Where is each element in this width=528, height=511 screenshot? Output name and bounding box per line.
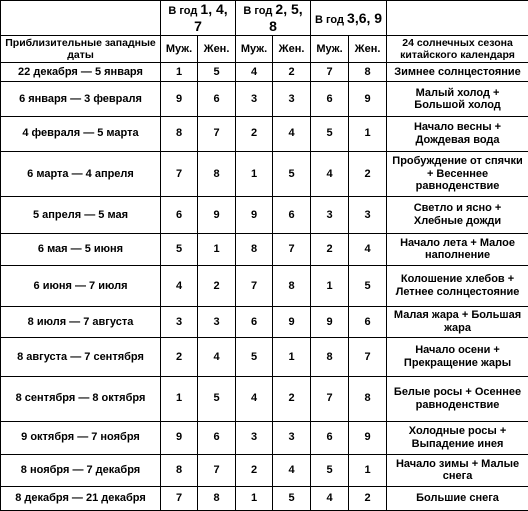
row-date: 8 августа — 7 сентября	[1, 338, 161, 377]
corner-blank	[1, 1, 161, 36]
table-row	[1, 306, 528, 337]
column-header-row	[1, 35, 528, 62]
row-value: 7	[236, 266, 273, 307]
row-value: 5	[198, 63, 236, 82]
table-row	[1, 197, 528, 234]
row-solar-term: Малый холод + Большой холод	[387, 82, 528, 117]
header-female-1: Жен.	[198, 35, 236, 62]
row-value: 4	[198, 338, 236, 377]
row-solar-term: Малая жара + Большая жара	[387, 306, 528, 337]
year-group-1	[161, 1, 236, 36]
row-value: 9	[311, 306, 349, 337]
row-date: 4 февраля — 5 марта	[1, 117, 161, 152]
row-value: 8	[349, 63, 387, 82]
row-solar-term: Холодные росы + Выпадение инея	[387, 421, 528, 455]
row-solar-term: Колошение хлебов + Летнее солнцестояние	[387, 266, 528, 307]
row-value: 2	[161, 338, 198, 377]
row-date: 6 июня — 7 июля	[1, 266, 161, 307]
row-date: 6 января — 3 февраля	[1, 82, 161, 117]
header-terms: 24 солнечных сезона китайского календаря	[387, 35, 528, 62]
row-solar-term: Начало весны + Дождевая вода	[387, 117, 528, 152]
table-row	[1, 266, 528, 307]
table-row	[1, 338, 528, 377]
row-value: 8	[198, 486, 236, 510]
row-value: 2	[273, 376, 311, 421]
row-solar-term: Большие снега	[387, 486, 528, 510]
row-value: 2	[349, 486, 387, 510]
row-value: 2	[198, 266, 236, 307]
row-value: 4	[273, 455, 311, 486]
row-date: 8 декабря — 21 декабря	[1, 486, 161, 510]
row-value: 5	[198, 376, 236, 421]
row-date: 5 апреля — 5 мая	[1, 197, 161, 234]
row-value: 7	[198, 455, 236, 486]
row-solar-term: Белые росы + Осеннее равноденствие	[387, 376, 528, 421]
row-value: 1	[198, 233, 236, 265]
row-value: 1	[311, 266, 349, 307]
year-group-row	[1, 1, 528, 36]
row-value: 7	[161, 486, 198, 510]
row-value: 8	[161, 117, 198, 152]
row-value: 4	[349, 233, 387, 265]
table-row	[1, 455, 528, 486]
row-value: 9	[349, 421, 387, 455]
row-value: 9	[236, 197, 273, 234]
row-date: 22 декабря — 5 января	[1, 63, 161, 82]
row-value: 9	[349, 82, 387, 117]
row-value: 1	[273, 338, 311, 377]
corner-blank-right	[387, 1, 528, 36]
header-female-2: Жен.	[273, 35, 311, 62]
table-row	[1, 117, 528, 152]
row-value: 1	[349, 455, 387, 486]
row-value: 3	[349, 197, 387, 234]
row-value: 5	[236, 338, 273, 377]
year-group-1-prefix: В год	[168, 5, 201, 18]
row-value: 6	[311, 421, 349, 455]
table-row	[1, 421, 528, 455]
row-value: 2	[311, 233, 349, 265]
row-value: 6	[273, 197, 311, 234]
row-solar-term: Светло и ясно + Хлебные дожди	[387, 197, 528, 234]
row-value: 8	[161, 455, 198, 486]
table-row	[1, 82, 528, 117]
row-value: 8	[311, 338, 349, 377]
row-date: 6 мая — 5 июня	[1, 233, 161, 265]
header-male-1: Муж.	[161, 35, 198, 62]
row-value: 2	[236, 117, 273, 152]
row-value: 4	[311, 151, 349, 197]
row-value: 8	[198, 151, 236, 197]
row-value: 3	[311, 197, 349, 234]
year-group-2-prefix: В год	[243, 5, 276, 18]
row-solar-term: Начало осени + Прекращение жары	[387, 338, 528, 377]
row-value: 3	[273, 421, 311, 455]
year-group-2-years: 2, 5, 8	[269, 1, 303, 34]
row-value: 3	[236, 421, 273, 455]
row-solar-term: Начало зимы + Малые снега	[387, 455, 528, 486]
row-date: 8 ноября — 7 декабря	[1, 455, 161, 486]
header-female-3: Жен.	[349, 35, 387, 62]
table-row	[1, 376, 528, 421]
table-row	[1, 151, 528, 197]
row-value: 6	[161, 197, 198, 234]
row-value: 9	[161, 82, 198, 117]
row-solar-term: Пробуждение от спячки + Весеннее равноденствие	[387, 151, 528, 197]
row-value: 3	[198, 306, 236, 337]
row-value: 9	[273, 306, 311, 337]
row-value: 7	[161, 151, 198, 197]
row-value: 2	[236, 455, 273, 486]
row-date: 9 октября — 7 ноября	[1, 421, 161, 455]
row-value: 1	[236, 151, 273, 197]
row-date: 8 июля — 7 августа	[1, 306, 161, 337]
row-value: 2	[273, 63, 311, 82]
row-value: 1	[236, 486, 273, 510]
year-group-1-years: 1, 4, 7	[194, 1, 228, 34]
row-value: 8	[349, 376, 387, 421]
row-value: 3	[161, 306, 198, 337]
year-group-3	[311, 1, 387, 36]
row-value: 8	[236, 233, 273, 265]
row-value: 1	[161, 376, 198, 421]
row-value: 5	[311, 117, 349, 152]
row-solar-term: Зимнее солнцестояние	[387, 63, 528, 82]
row-date: 6 марта — 4 апреля	[1, 151, 161, 197]
year-group-3-prefix: В год	[314, 13, 348, 26]
row-value: 4	[273, 117, 311, 152]
row-value: 8	[273, 266, 311, 307]
table-body	[1, 1, 528, 511]
row-value: 7	[311, 63, 349, 82]
row-value: 1	[161, 63, 198, 82]
row-date: 8 сентября — 8 октября	[1, 376, 161, 421]
row-value: 4	[311, 486, 349, 510]
row-value: 7	[273, 233, 311, 265]
row-value: 4	[236, 376, 273, 421]
row-value: 5	[349, 266, 387, 307]
row-value: 4	[236, 63, 273, 82]
row-value: 7	[349, 338, 387, 377]
year-group-2	[236, 1, 311, 36]
header-dates: Приблизительные западные даты	[1, 35, 161, 62]
row-value: 7	[311, 376, 349, 421]
year-group-3-years: 3,6, 9	[347, 9, 383, 26]
table-row	[1, 233, 528, 265]
row-value: 6	[198, 82, 236, 117]
row-value: 6	[198, 421, 236, 455]
header-male-3: Муж.	[311, 35, 349, 62]
row-value: 6	[311, 82, 349, 117]
row-value: 7	[198, 117, 236, 152]
row-value: 3	[236, 82, 273, 117]
row-value: 2	[349, 151, 387, 197]
row-value: 5	[161, 233, 198, 265]
row-value: 3	[273, 82, 311, 117]
row-value: 5	[311, 455, 349, 486]
row-value: 9	[198, 197, 236, 234]
row-value: 5	[273, 151, 311, 197]
header-male-2: Муж.	[236, 35, 273, 62]
row-value: 4	[161, 266, 198, 307]
table-row	[1, 486, 528, 510]
row-value: 6	[236, 306, 273, 337]
row-value: 6	[349, 306, 387, 337]
row-solar-term: Начало лета + Малое наполнение	[387, 233, 528, 265]
row-value: 9	[161, 421, 198, 455]
table-row	[1, 63, 528, 82]
row-value: 5	[273, 486, 311, 510]
row-value: 1	[349, 117, 387, 152]
